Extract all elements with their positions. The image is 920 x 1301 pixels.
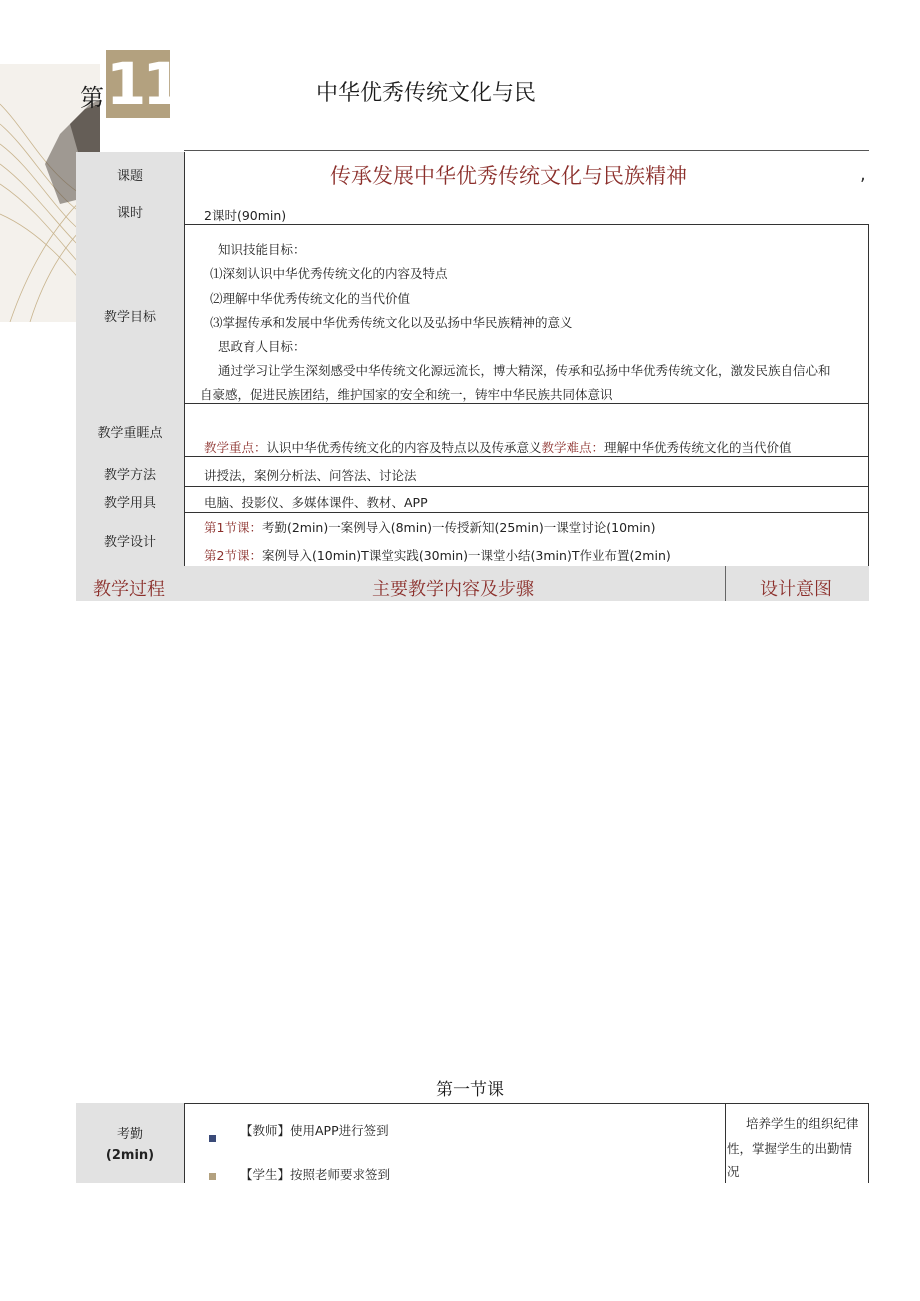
- intent-text: 培养学生的组织纪律: [746, 1116, 859, 1131]
- method-label: 教学方法: [76, 458, 184, 488]
- trailing-mark: ,: [860, 164, 866, 185]
- chapter-number: 11: [106, 50, 179, 118]
- grid-line: [868, 1103, 869, 1183]
- key-points-label: 教学重睚点: [76, 404, 184, 458]
- difficulty-text: 理解中华优秀传统文化的当代价值: [604, 440, 792, 455]
- hours-label: 课时: [76, 196, 184, 226]
- grid-line: [868, 224, 869, 566]
- student-bullet-icon: [209, 1173, 216, 1180]
- design-label: 教学设计: [76, 514, 184, 566]
- hours-value: 2课时(90min): [204, 208, 287, 223]
- key-point-tag: 教学重点：: [204, 440, 267, 455]
- teacher-step: 【教师】使用APP进行签到: [240, 1123, 389, 1138]
- lesson2-tag: 第2节课：: [204, 548, 262, 563]
- ideology-text: 自豪感，促进民族团结，维护国家的安全和统一，铸牢中华民族共同体意识: [200, 387, 613, 402]
- lesson1-tag: 第1节课：: [204, 520, 262, 535]
- lesson2-text: 案例导入(10min)T课堂实践(30min)一课堂小结(3min)T作业布置(2min): [261, 548, 671, 563]
- process-col-stage: 教学过程: [93, 579, 165, 600]
- process-col-intent: 设计意图: [760, 579, 832, 600]
- objective-item: ⑴深刻认识中华优秀传统文化的内容及特点: [210, 266, 448, 281]
- chapter-title: 中华优秀传统文化与民: [316, 81, 537, 106]
- grid-line: [184, 152, 185, 566]
- intent-text: 况: [727, 1164, 740, 1179]
- tools-label: 教学用具: [76, 488, 184, 514]
- ideology-text: 通过学习让学生深刻感受中华传统文化源远流长，博大精深，传承和弘扬中华优秀传统文化，激发民族自信心和: [218, 363, 831, 378]
- difficulty-tag: 教学难点：: [541, 440, 605, 455]
- lesson2-line: [204, 546, 671, 564]
- lesson1-text: 考勤(2min)一案例导入(8min)一传授新知(25min)一课堂讨论(10min): [261, 520, 656, 535]
- attendance-label: [76, 1103, 184, 1183]
- objective-item: ⑵理解中华优秀传统文化的当代价值: [210, 291, 411, 306]
- grid-line: [725, 566, 726, 601]
- grid-line: [184, 224, 869, 225]
- attendance-title: 考勤: [116, 1127, 143, 1142]
- objective-item: ⑶掌握传承和发展中华优秀传统文化以及弘扬中华民族精神的意义: [210, 315, 573, 330]
- key-point-text: 认识中华优秀传统文化的内容及特点以及传承意义: [266, 440, 542, 455]
- grid-line: [184, 456, 869, 457]
- top-rule: [184, 150, 869, 151]
- tools-value: 电脑、投影仪、多媒体课件、教材、APP: [204, 495, 428, 510]
- attendance-duration: (2min): [105, 1148, 155, 1163]
- section-title: 第一节课: [436, 1080, 504, 1100]
- topic-label: 课题: [76, 152, 184, 196]
- key-points-line: [204, 438, 792, 456]
- knowledge-heading: 知识技能目标：: [218, 242, 306, 257]
- grid-line: [725, 1103, 726, 1183]
- lesson1-line: [204, 518, 655, 536]
- grid-line: [184, 1103, 869, 1104]
- topic-value: 传承发展中华优秀传统文化与民族精神: [330, 164, 687, 188]
- grid-line: [184, 486, 869, 487]
- method-value: 讲授法，案例分析法、问答法、讨论法: [204, 468, 417, 483]
- teacher-bullet-icon: [209, 1135, 216, 1142]
- intent-text: 性，掌握学生的出勤情: [727, 1141, 853, 1156]
- grid-line: [184, 512, 869, 513]
- process-col-content: 主要教学内容及步骤: [372, 579, 534, 600]
- objectives-label: 教学目标: [76, 226, 184, 404]
- chapter-prefix: 第: [80, 84, 104, 112]
- grid-line: [184, 403, 869, 404]
- student-step: 【学生】按照老师要求签到: [240, 1167, 391, 1182]
- grid-line: [184, 1103, 185, 1183]
- ideology-heading: 思政育人目标：: [218, 339, 306, 354]
